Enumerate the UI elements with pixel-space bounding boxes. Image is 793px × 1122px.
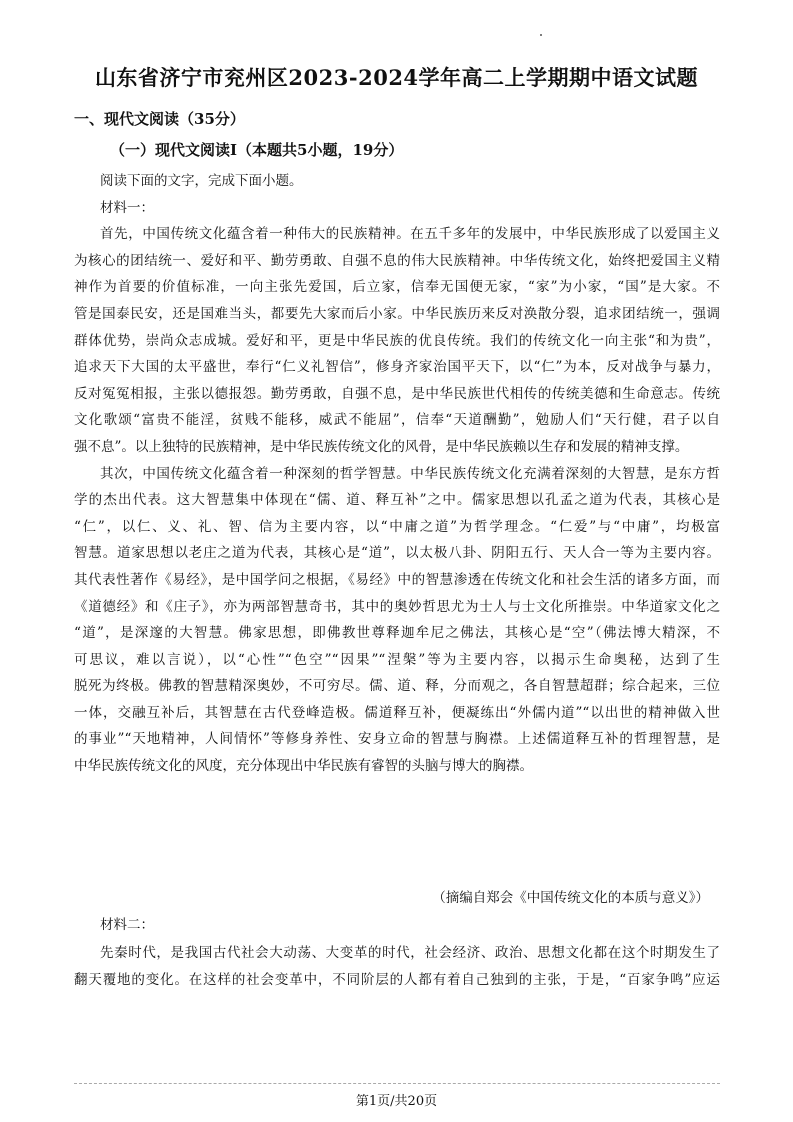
instruction-text: 阅读下面的文字，完成下面小题。 [100, 173, 303, 189]
paragraph-line: 翻天覆地的变化。在这样的社会变革中，不同阶层的人都有着自己独到的主张，于是，“百家争鸣”应运 [74, 971, 720, 988]
paragraph-line: 《道德经》和《庄子》，亦为两部智慧奇书，其中的奥妙哲思尤为士人与士文化所推崇。中华道家文化之 [74, 598, 720, 615]
paragraph-line: “仁”，以仁、义、礼、智、信为主要内容，以“中庸之道”为哲学理念。“仁爱”与“中庸”，均极富 [74, 518, 720, 535]
paragraph-line: 首先，中国传统文化蕴含着一种伟大的民族精神。在五千多年的发展中，中华民族形成了以爱国主义 [100, 226, 720, 243]
paragraph-line: 脱死为终极。佛教的智慧精深奥妙，不可穷尽。儒、道、释，分而观之，各自智慧超群；综合起来，三位 [74, 678, 720, 695]
paragraph-line: 强不息”。以上独特的民族精神，是中华民族传统文化的风骨，是中华民族赖以生存和发展的精神支撑。 [74, 438, 689, 455]
intro-block [74, 168, 720, 780]
subsection-heading: （一）现代文阅读Ⅰ（本题共5小题，19分） [110, 141, 404, 159]
paragraph-line: 一体，交融互补后，其智慧在古代登峰造极。儒道释互补，便凝练出“外儒内道”“以出世的精神做入世 [74, 704, 720, 721]
paragraph-line: 的事业”“天地精神，人间情怀”等修身养性、安身立命的智慧与胸襟。上述儒道释互补的哲理智慧，是 [74, 731, 720, 748]
paragraph-line: 其代表性著作《易经》，是中国学问之根据，《易经》中的智慧渗透在传统文化和社会生活的诸多方面，而 [74, 571, 720, 588]
source-citation: （摘编自郑会《中国传统文化的本质与意义》） [432, 890, 709, 906]
paragraph-line: 反对冤冤相报，主张以德报怨。勤劳勇敢，自强不息，是中华民族世代相传的传统美德和生命意志。传统 [74, 385, 720, 402]
paragraph-line: 群体优势，崇尚众志成城。爱好和平，更是中华民族的优良传统。我们的传统文化一向主张“和为贵”， [74, 332, 720, 349]
paragraph-line: 智慧。道家思想以老庄之道为代表，其核心是“道”，以太极八卦、阴阳五行、天人合一等为主要内容。 [74, 545, 720, 562]
scan-speck [540, 34, 542, 36]
section-heading: 一、现代文阅读（35分） [74, 110, 245, 128]
page-number: 第1页/共20页 [355, 1094, 438, 1109]
paragraph-line: “道”，是深邃的大智慧。佛家思想，即佛教世尊释迦牟尼之佛法，其核心是“空”（佛法博大精深，不 [74, 625, 720, 642]
paragraph-line: 为核心的团结统一、爱好和平、勤劳勇敢、自强不息的伟大民族精神。中华传统文化，始终把爱国主义精 [74, 252, 720, 269]
paragraph-line: 其次，中国传统文化蕴含着一种深刻的哲学智慧。中华民族传统文化充满着深刻的大智慧，是东方哲 [100, 465, 720, 482]
paragraph-line: 管是国泰民安，还是国难当头，都要先大家而后小家。中华民族历来反对涣散分裂，追求团结统一，强调 [74, 305, 720, 322]
paragraph-line: 中华民族传统文化的风度，充分体现出中华民族有睿智的头脑与博大的胸襟。 [74, 758, 533, 775]
paragraph-line: 可思议，难以言说），以“心性”“色空”“因果”“涅槃”等为主要内容，以揭示生命奥秘，达到了生 [74, 651, 720, 668]
footer-divider [74, 1083, 720, 1084]
paragraph-line: 先秦时代，是我国古代社会大动荡、大变革的时代，社会经济、政治、思想文化都在这个时期发生了 [100, 945, 720, 961]
material1-label: 材料一： [100, 199, 154, 216]
paragraph-line: 追求天下大国的太平盛世，奉行“仁义礼智信”，修身齐家治国平天下，以“仁”为本，反对战争与暴力， [74, 359, 720, 376]
paragraph-line: 神作为首要的价值标准，一向主张先爱国，后立家，信奉无国便无家，“家”为小家，“国”是大家。不 [74, 279, 720, 296]
material2-block [74, 940, 720, 993]
material2-label: 材料二： [100, 917, 154, 933]
paragraph-line: 学的杰出代表。这大智慧集中体现在“儒、道、释互补”之中。儒家思想以孔孟之道为代表，其核心是 [74, 492, 720, 509]
document-title: 山东省济宁市兖州区2023-2024学年高二上学期期中语文试题 [94, 65, 699, 90]
paragraph-line: 文化歌颂“富贵不能淫，贫贱不能移，威武不能屈”，信奉“天道酬勤”，勉励人们“天行健，君子以自 [74, 412, 720, 429]
